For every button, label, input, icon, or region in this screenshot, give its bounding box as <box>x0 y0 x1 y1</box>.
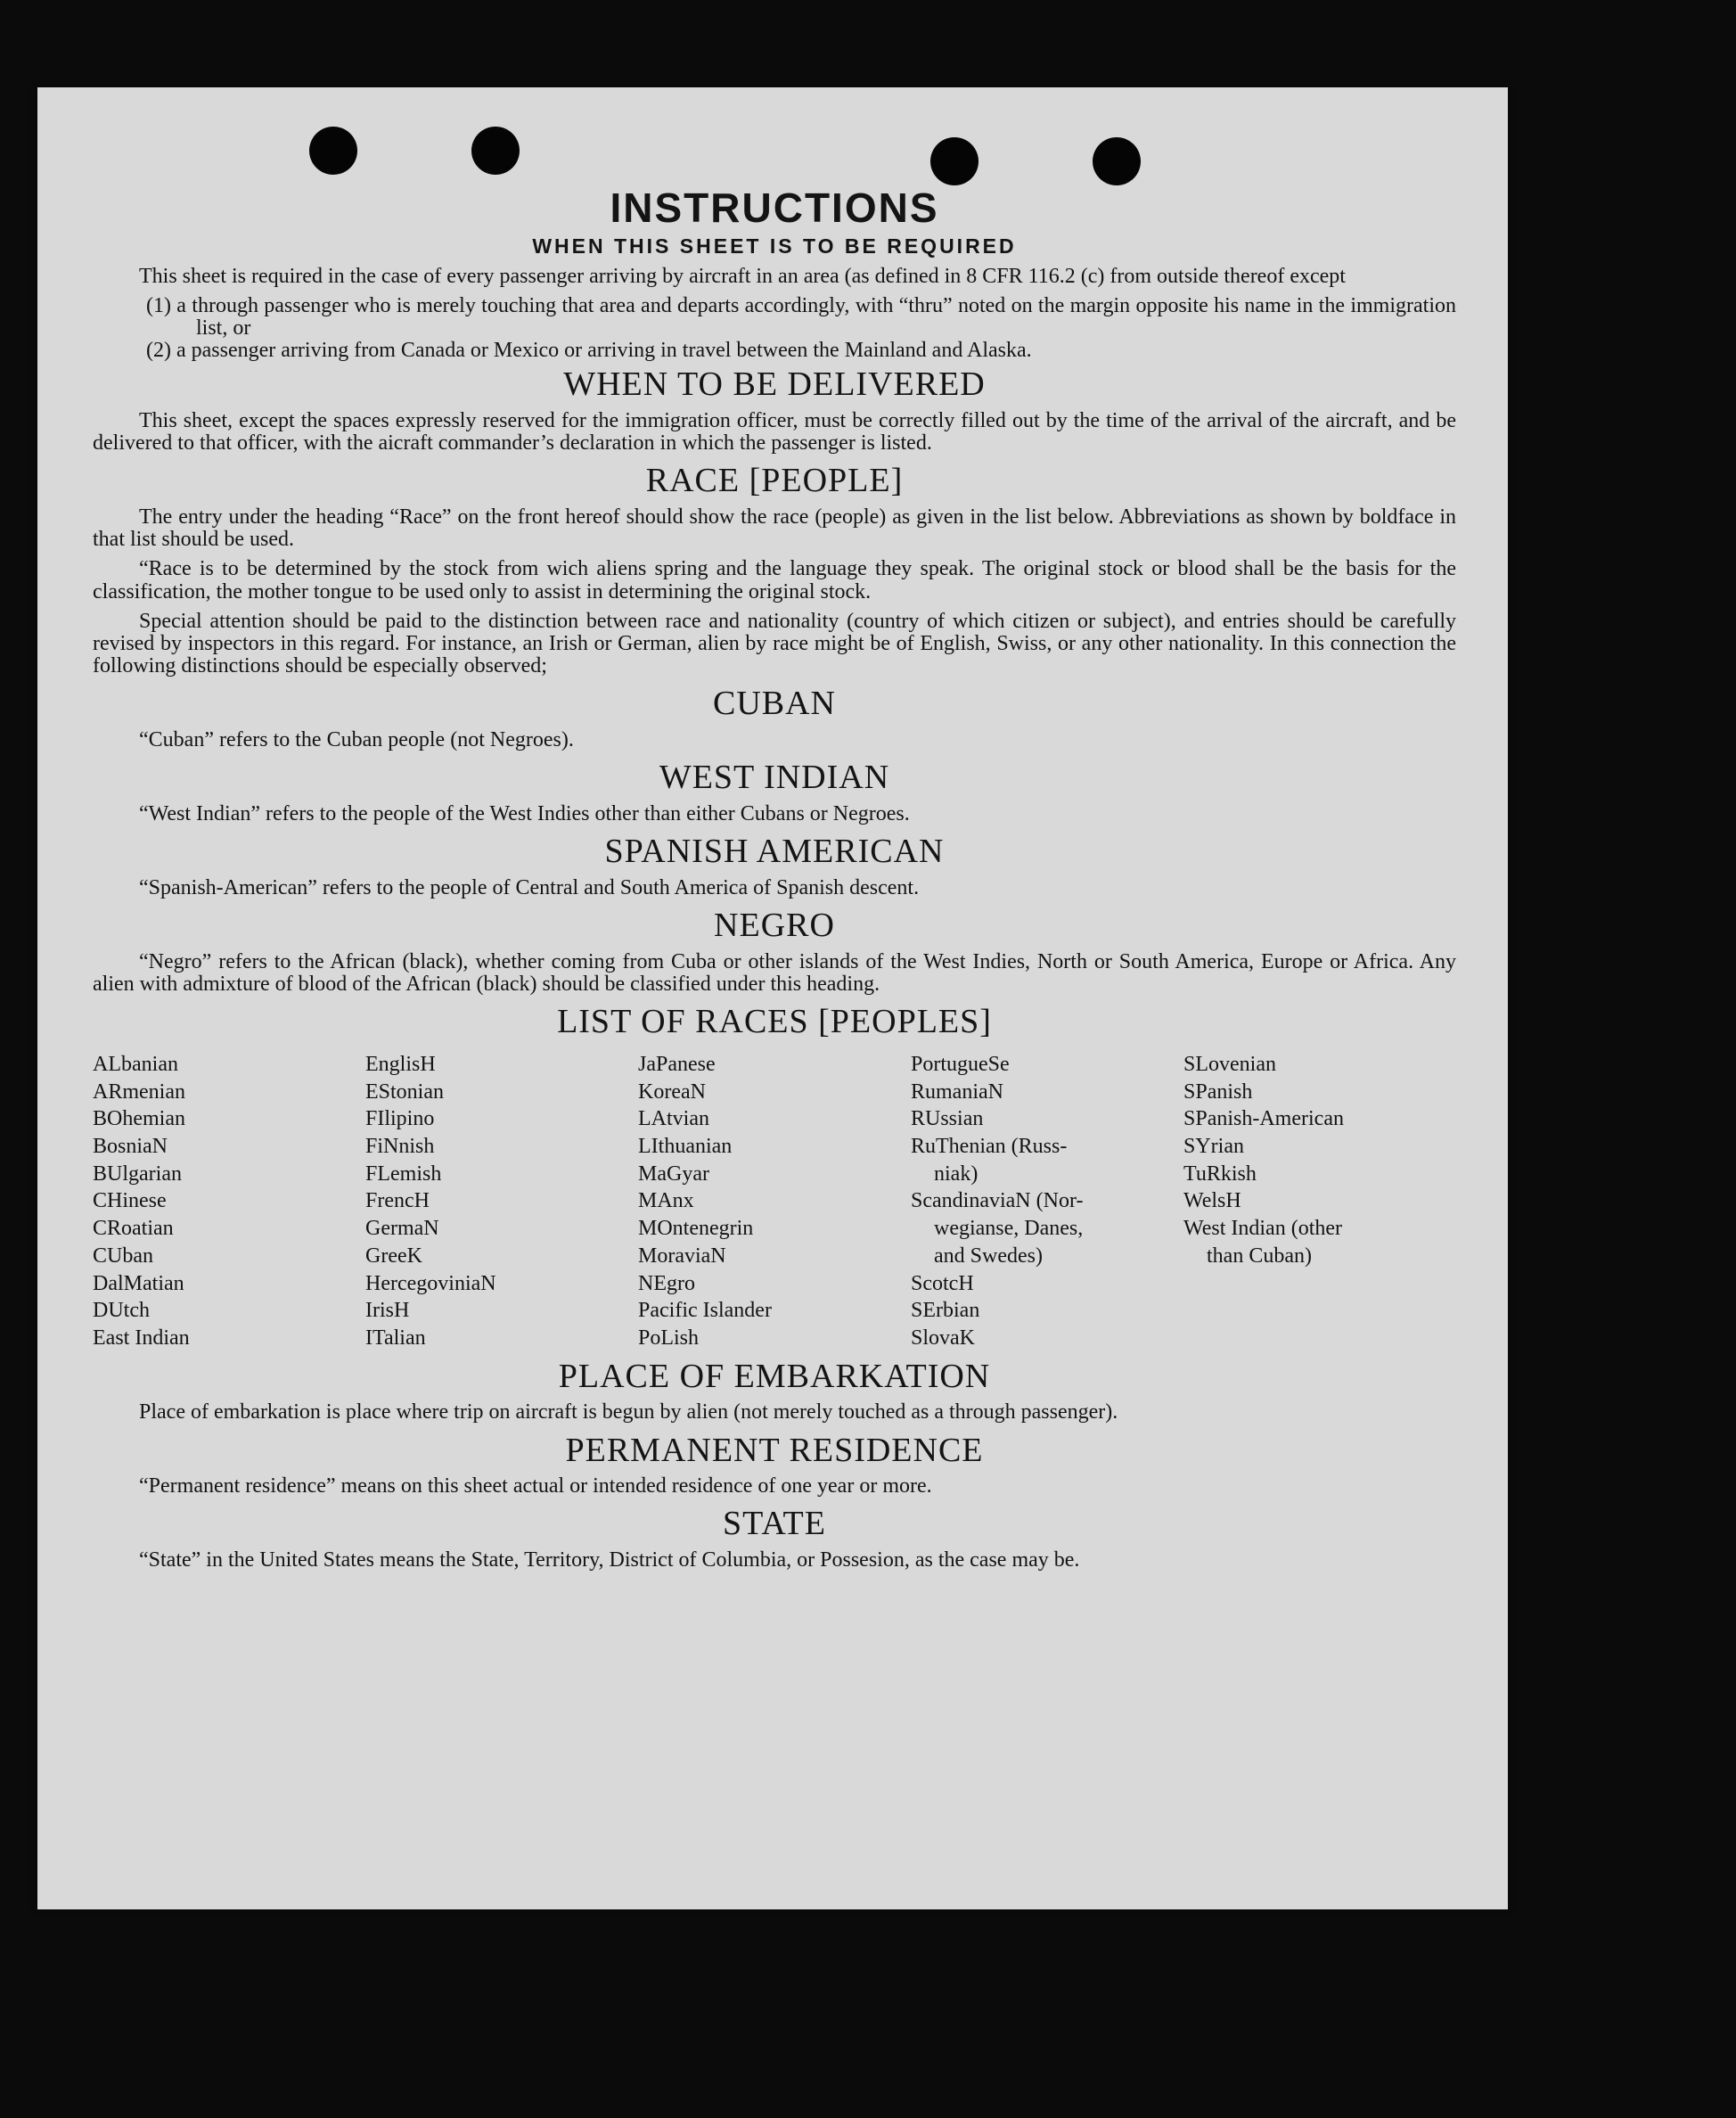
instructions-title: INSTRUCTIONS <box>610 185 939 231</box>
races-column <box>1183 1051 1456 1352</box>
delivery-text: This sheet, except the spaces expressly reserved for the immigration officer, must be correctly filled out by the time of the arrival of the aircraft, and be delivered to that officer, with the aicraft commander’s declaration in which the passenger is listed. <box>93 409 1456 456</box>
race-entry: LIthuanian <box>638 1134 733 1158</box>
spanish-american-heading: SPANISH AMERICAN <box>604 833 945 871</box>
west-indian-heading: WEST INDIAN <box>659 759 890 797</box>
spanish-american-text: “Spanish-American” refers to the people of Central and South America of Spanish descent. <box>139 875 920 899</box>
races-column <box>93 1051 365 1352</box>
race-entry: SYrian <box>1183 1134 1244 1158</box>
races-column <box>911 1051 1183 1352</box>
race-entry: MoraviaN <box>638 1244 726 1268</box>
instructions-subtitle: WHEN THIS SHEET IS TO BE REQUIRED <box>532 234 1017 258</box>
race-entry: FiNnish <box>365 1134 435 1158</box>
punch-hole <box>309 127 357 175</box>
race-entry: East Indian <box>93 1326 190 1350</box>
race-entry: TuRkish <box>1183 1162 1257 1186</box>
race-entry: NEgro <box>638 1271 695 1295</box>
punch-hole <box>471 127 520 175</box>
race-entry: WelsH <box>1183 1189 1241 1213</box>
race-entry: SLovenian <box>1183 1052 1276 1076</box>
races-list <box>93 1051 1456 1352</box>
race-entry: ScotcH <box>911 1271 974 1295</box>
race-entry: EnglisH <box>365 1052 436 1076</box>
race-entry: GermaN <box>365 1217 439 1241</box>
races-column <box>638 1051 911 1352</box>
race-entry: MAnx <box>638 1189 694 1213</box>
race-entry: SErbian <box>911 1299 980 1323</box>
race-entry: than Cuban) <box>1207 1244 1312 1268</box>
race-entry: RUssian <box>911 1107 984 1131</box>
race-entry: and Swedes) <box>934 1244 1043 1268</box>
race-entry: ALbanian <box>93 1052 178 1076</box>
race-entry: EStonian <box>365 1080 444 1104</box>
race-entry: MaGyar <box>638 1162 709 1186</box>
race-entry: wegianse, Danes, <box>934 1217 1084 1241</box>
race-entry: ARmenian <box>93 1080 185 1104</box>
instructions-intro: This sheet is required in the case of every passenger arriving by aircraft in an area (as defined in 8 CFR 116.2 (c) from outside thereof except <box>139 264 1346 288</box>
race-paragraph-3: Special attention should be paid to the distinction between race and nationality (country of which citizen or subject), and entries should be carefully revised by inspectors in this regard. For instance, an Irish or German, alien by race might be of English, Swiss, or any other nationality. In this connection the following distinctions should be especially observed; <box>93 609 1456 678</box>
race-entry: DUtch <box>93 1299 150 1323</box>
exception-2: (2) a passenger arriving from Canada or Mexico or arriving in travel between the Mainland and Alaska. <box>146 339 1032 363</box>
embarkation-heading: PLACE OF EMBARKATION <box>558 1357 991 1395</box>
race-entry: MOntenegrin <box>638 1217 754 1241</box>
race-entry: West Indian (other <box>1183 1217 1343 1241</box>
cuban-text: “Cuban” refers to the Cuban people (not Negroes). <box>139 728 574 752</box>
punch-hole <box>1093 137 1141 185</box>
punch-hole <box>930 137 979 185</box>
race-entry: CUban <box>93 1244 153 1268</box>
document-sheet <box>37 87 1508 1909</box>
race-entry: GreeK <box>365 1244 422 1268</box>
race-entry: SlovaK <box>911 1326 975 1350</box>
race-paragraph-1: The entry under the heading “Race” on the front hereof should show the race (people) as given in the list below. Abbreviations as shown by boldface in that list should be used. <box>93 505 1456 552</box>
state-text: “State” in the United States means the State, Territory, District of Columbia, or Possesion, as the case may be. <box>139 1548 1080 1572</box>
race-entry: Pacific Islander <box>638 1299 772 1323</box>
race-entry: niak) <box>934 1162 979 1186</box>
race-entry: ScandinaviaN (Nor- <box>911 1189 1084 1213</box>
residence-heading: PERMANENT RESIDENCE <box>565 1431 984 1469</box>
race-entry: DalMatian <box>93 1271 184 1295</box>
west-indian-text: “West Indian” refers to the people of the West Indies other than either Cubans or Negroes. <box>139 801 910 825</box>
race-entry: SPanish <box>1183 1080 1253 1104</box>
race-entry: FIlipino <box>365 1107 435 1131</box>
race-entry: ITalian <box>365 1326 426 1350</box>
race-entry: PoLish <box>638 1326 700 1350</box>
instructions-content <box>93 185 1456 1579</box>
race-entry: RuThenian (Russ- <box>911 1134 1068 1158</box>
races-list-heading: LIST OF RACES [PEOPLES] <box>557 1003 992 1041</box>
race-entry: CHinese <box>93 1189 167 1213</box>
race-entry: FrencH <box>365 1189 430 1213</box>
races-column <box>365 1051 638 1352</box>
negro-heading: NEGRO <box>714 907 835 945</box>
negro-text: “Negro” refers to the African (black), whether coming from Cuba or other islands of the West Indies, North or South America, Europe or Africa. Any alien with admixture of blood of the African (black) should be classified under this heading. <box>93 949 1456 996</box>
delivery-heading: WHEN TO BE DELIVERED <box>563 365 986 404</box>
race-entry: BUlgarian <box>93 1162 182 1186</box>
race-entry: RumaniaN <box>911 1080 1003 1104</box>
race-entry: LAtvian <box>638 1107 709 1131</box>
race-paragraph-2: “Race is to be determined by the stock from wich aliens spring and the language they speak. The original stock or blood shall be the basis for the classification, the mother tongue to be used only to assist in determining the original stock. <box>93 557 1456 603</box>
race-entry: FLemish <box>365 1162 442 1186</box>
race-entry: IrisH <box>365 1299 410 1323</box>
cuban-heading: CUBAN <box>712 685 837 723</box>
residence-text: “Permanent residence” means on this sheet actual or intended residence of one year or more. <box>139 1474 932 1498</box>
race-entry: SPanish-American <box>1183 1107 1344 1131</box>
race-entry: JaPanese <box>638 1052 716 1076</box>
exception-1: (1) a through passenger who is merely touching that area and departs accordingly, with “thru” noted on the margin opposite his name in the immigration list, or <box>146 293 1456 340</box>
embarkation-text: Place of embarkation is place where trip on aircraft is begun by alien (not merely touched as a through passenger). <box>139 1400 1118 1424</box>
race-entry: BOhemian <box>93 1107 185 1131</box>
race-entry: HercegoviniaN <box>365 1271 496 1295</box>
race-entry: CRoatian <box>93 1217 174 1241</box>
race-heading: RACE [PEOPLE] <box>645 462 904 500</box>
state-heading: STATE <box>723 1505 826 1543</box>
race-entry: PortugueSe <box>911 1052 1010 1076</box>
race-entry: BosniaN <box>93 1134 168 1158</box>
race-entry: KoreaN <box>638 1080 706 1104</box>
